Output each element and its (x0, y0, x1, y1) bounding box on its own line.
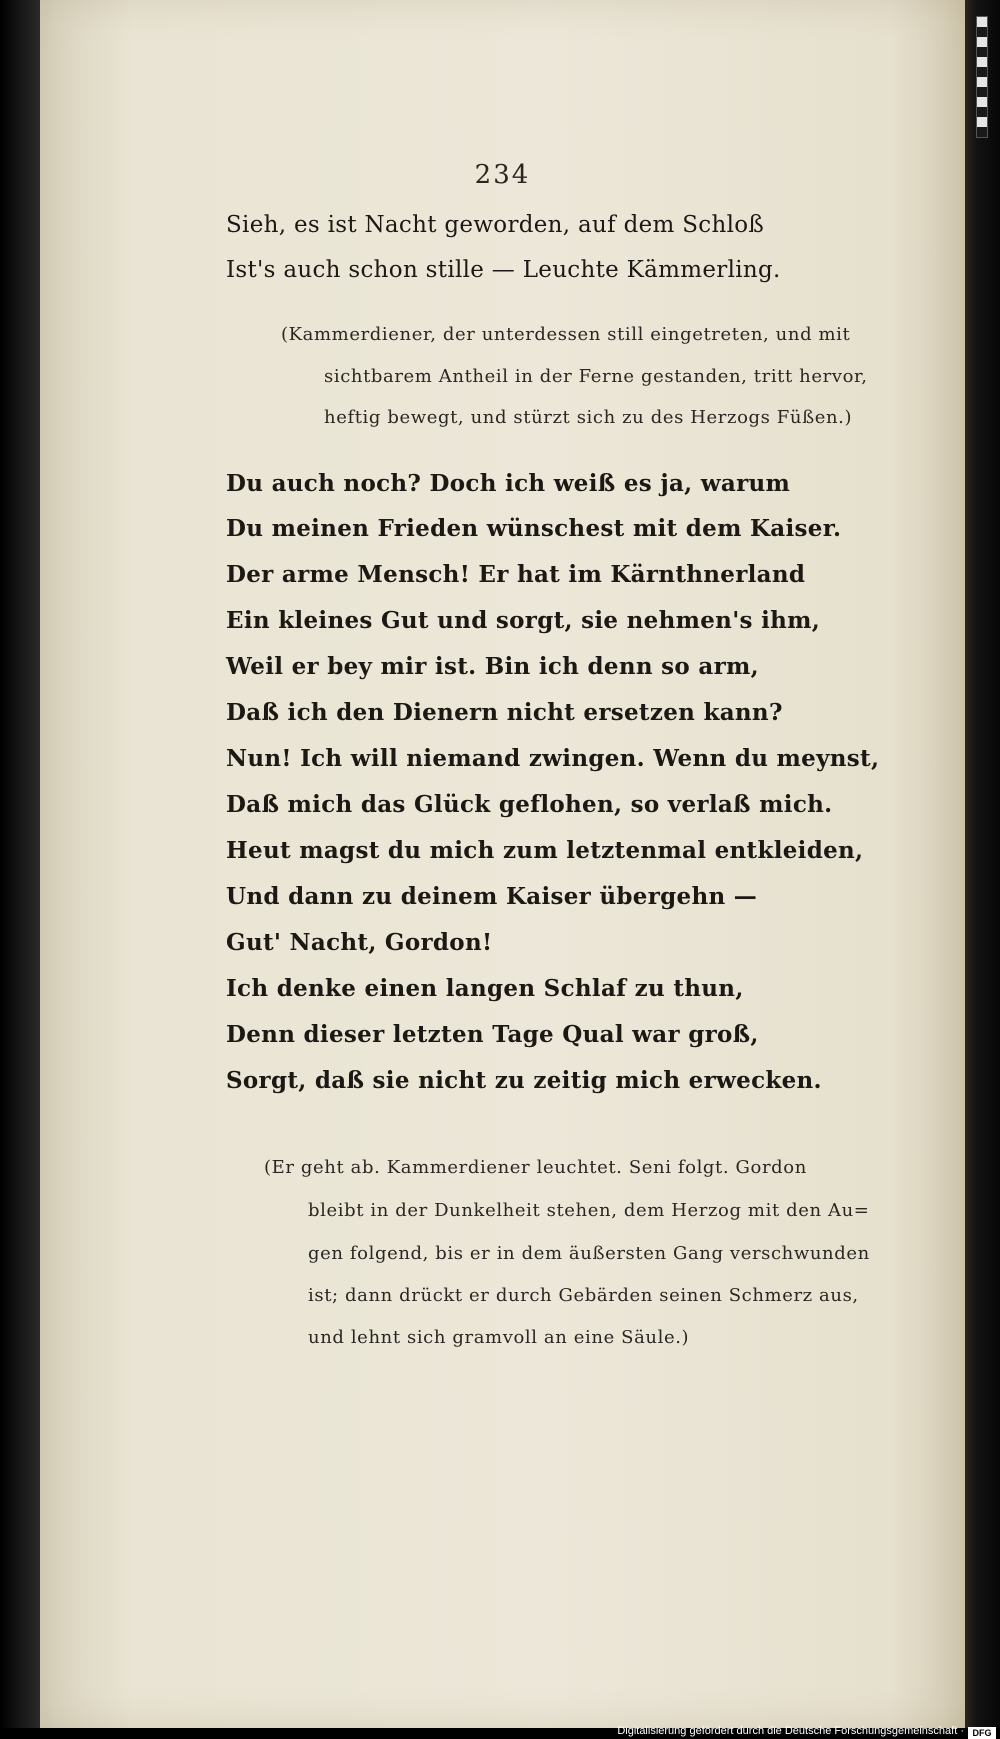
verse-line: Nun! Ich will niemand zwingen. Wenn du meynst, (226, 745, 880, 772)
verse-line: Sieh, es ist Nacht geworden, auf dem Schloß (226, 212, 765, 238)
digitization-footer (0, 1725, 1000, 1739)
book-page (40, 0, 965, 1728)
page-number: 234 (474, 160, 531, 190)
stage-direction-line: bleibt in der Dunkelheit stehen, dem Herzog mit den Au= (308, 1200, 870, 1221)
verse-line: Du auch noch? Doch ich weiß es ja, warum (226, 470, 791, 497)
funding-credit: Digitalisierung gefördert durch die Deutsche Forschungsgemeinschaft · (617, 1725, 964, 1737)
verse-line: Heut magst du mich zum letztenmal entkleiden, (226, 837, 864, 864)
dfg-logo: DFG (968, 1727, 996, 1739)
verse-line: Gut' Nacht, Gordon! (226, 929, 493, 956)
verse-line: Sorgt, daß sie nicht zu zeitig mich erwecken. (226, 1067, 822, 1094)
verse-line: Du meinen Frieden wünschest mit dem Kaiser. (226, 515, 842, 542)
verse-line: Ist's auch schon stille — Leuchte Kämmerling. (226, 257, 781, 283)
verse-line: Denn dieser letzten Tage Qual war groß, (226, 1021, 759, 1048)
verse-line: Weil er bey mir ist. Bin ich denn so arm, (226, 653, 759, 680)
scan-left-edge (0, 0, 40, 1739)
verse-line: Der arme Mensch! Er hat im Kärnthnerland (226, 561, 806, 588)
verse-line: Daß ich den Dienern nicht ersetzen kann? (226, 699, 783, 726)
stage-direction-line: (Er geht ab. Kammerdiener leuchtet. Seni folgt. Gordon (264, 1157, 807, 1178)
stage-direction-line: ist; dann drückt er durch Gebärden seinen Schmerz aus, (308, 1285, 859, 1306)
verse-line: Ich denke einen langen Schlaf zu thun, (226, 975, 744, 1002)
verse-line: Daß mich das Glück geflohen, so verlaß mich. (226, 791, 833, 818)
scan-right-edge (965, 0, 1000, 1739)
verse-line: Und dann zu deinem Kaiser übergehn — (226, 883, 758, 910)
stage-direction-line: gen folgend, bis er in dem äußersten Gang verschwunden (308, 1243, 870, 1264)
color-scale-bar (976, 16, 988, 138)
verse-line: Ein kleines Gut und sorgt, sie nehmen's ihm, (226, 607, 821, 634)
stage-direction-line: sichtbarem Antheil in der Ferne gestanden, tritt hervor, (324, 366, 868, 387)
stage-direction-line: (Kammerdiener, der unterdessen still eingetreten, und mit (281, 324, 851, 345)
stage-direction-line: heftig bewegt, und stürzt sich zu des Herzogs Füßen.) (324, 407, 853, 428)
stage-direction-line: und lehnt sich gramvoll an eine Säule.) (308, 1327, 690, 1348)
